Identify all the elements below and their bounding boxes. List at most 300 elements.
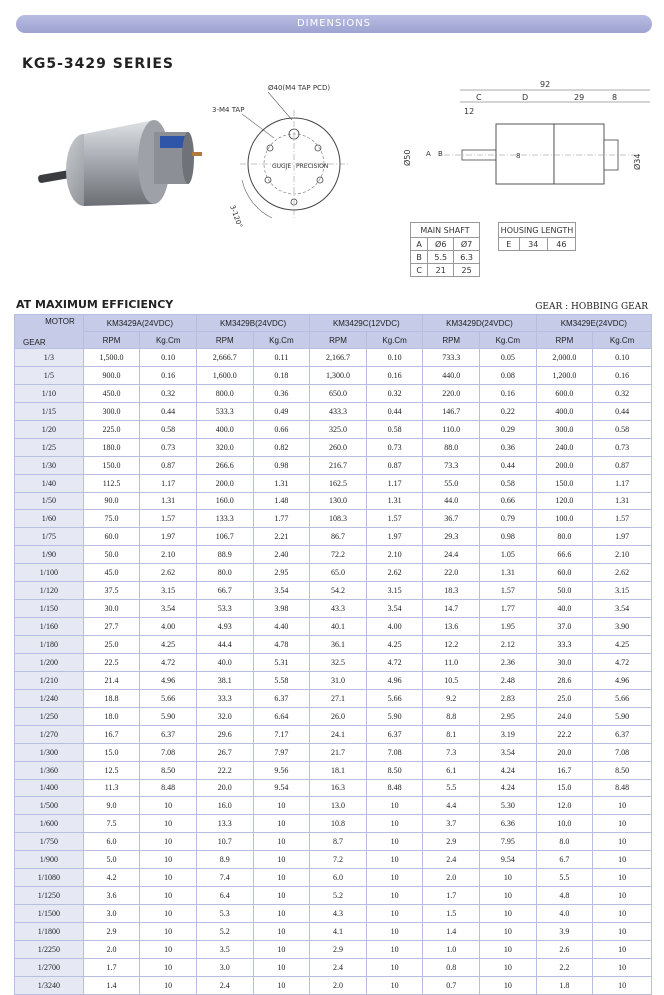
rpm-cell: 50.0 xyxy=(83,546,140,564)
torque-cell: 10 xyxy=(253,797,310,815)
torque-cell: 8.50 xyxy=(140,761,197,779)
rpm-cell: 300.0 xyxy=(536,420,593,438)
torque-cell: 7.95 xyxy=(480,833,537,851)
torque-cell: 8.50 xyxy=(366,761,423,779)
torque-cell: 10 xyxy=(593,940,652,958)
torque-cell: 10 xyxy=(593,869,652,887)
rpm-cell: 90.0 xyxy=(83,492,140,510)
main-shaft-title: MAIN SHAFT xyxy=(411,223,480,238)
logo-text-precision: PRECISION xyxy=(296,163,329,170)
torque-cell: 1.57 xyxy=(140,510,197,528)
rpm-cell: 200.0 xyxy=(196,474,253,492)
torque-cell: 0.73 xyxy=(140,438,197,456)
torque-cell: 2.21 xyxy=(253,528,310,546)
torque-cell: 7.97 xyxy=(253,743,310,761)
torque-cell: 0.44 xyxy=(366,402,423,420)
torque-header: Kg.Cm xyxy=(480,332,537,349)
dim-c: C xyxy=(476,93,482,102)
rpm-cell: 5.5 xyxy=(536,869,593,887)
gear-ratio-cell: 1/210 xyxy=(15,671,84,689)
rpm-cell: 66.6 xyxy=(536,546,593,564)
torque-cell: 3.15 xyxy=(140,582,197,600)
torque-cell: 0.44 xyxy=(140,402,197,420)
rpm-cell: 1.0 xyxy=(423,940,480,958)
gear-ratio-cell: 1/750 xyxy=(15,833,84,851)
rpm-cell: 225.0 xyxy=(83,420,140,438)
dim-d50: Ø50 xyxy=(403,149,412,166)
motor-photo xyxy=(34,112,204,222)
table-row xyxy=(15,671,652,689)
torque-cell: 2.83 xyxy=(480,689,537,707)
table-row xyxy=(15,689,652,707)
torque-cell: 0.44 xyxy=(480,456,537,474)
gear-ratio-cell: 1/10 xyxy=(15,384,84,402)
torque-cell: 10 xyxy=(140,851,197,869)
rpm-cell: 2.2 xyxy=(536,958,593,976)
shaft-cell: 6.3 xyxy=(454,251,480,264)
rpm-cell: 10.8 xyxy=(310,815,367,833)
torque-cell: 10 xyxy=(140,958,197,976)
torque-cell: 1.17 xyxy=(366,474,423,492)
torque-cell: 1.31 xyxy=(593,492,652,510)
torque-cell: 2.62 xyxy=(366,564,423,582)
rpm-cell: 1.5 xyxy=(423,905,480,923)
torque-cell: 6.37 xyxy=(253,689,310,707)
gear-ratio-cell: 1/1800 xyxy=(15,923,84,941)
rpm-cell: 7.5 xyxy=(83,815,140,833)
rpm-cell: 54.2 xyxy=(310,582,367,600)
torque-header: Kg.Cm xyxy=(593,332,652,349)
rpm-cell: 16.3 xyxy=(310,779,367,797)
gear-ratio-cell: 1/20 xyxy=(15,420,84,438)
table-row xyxy=(15,707,652,725)
torque-cell: 10 xyxy=(366,976,423,994)
torque-cell: 5.58 xyxy=(253,671,310,689)
rpm-cell: 6.1 xyxy=(423,761,480,779)
torque-cell: 8.48 xyxy=(140,779,197,797)
torque-cell: 0.10 xyxy=(366,349,423,367)
table-row xyxy=(15,384,652,402)
rpm-cell: 100.0 xyxy=(536,510,593,528)
torque-cell: 10 xyxy=(140,815,197,833)
motor-header-b: KM3429B(24VDC) xyxy=(196,315,309,332)
torque-cell: 10 xyxy=(253,887,310,905)
rpm-cell: 8.8 xyxy=(423,707,480,725)
table-row xyxy=(15,366,652,384)
rpm-cell: 0.8 xyxy=(423,958,480,976)
torque-cell: 4.72 xyxy=(366,653,423,671)
table-row xyxy=(15,905,652,923)
rpm-cell: 60.0 xyxy=(83,528,140,546)
rpm-header: RPM xyxy=(196,332,253,349)
torque-cell: 4.96 xyxy=(140,671,197,689)
rpm-cell: 400.0 xyxy=(196,420,253,438)
table-row xyxy=(15,474,652,492)
housing-title: HOUSING LENGTH xyxy=(499,223,576,238)
rpm-cell: 1.4 xyxy=(83,976,140,994)
torque-cell: 0.58 xyxy=(140,420,197,438)
rpm-cell: 29.3 xyxy=(423,528,480,546)
pcd-label: Ø40(M4 TAP PCD) xyxy=(268,84,331,92)
torque-cell: 10 xyxy=(366,797,423,815)
torque-cell: 6.36 xyxy=(480,815,537,833)
torque-cell: 0.29 xyxy=(480,420,537,438)
torque-cell: 4.72 xyxy=(140,653,197,671)
dim-29: 29 xyxy=(574,93,585,102)
rpm-cell: 40.0 xyxy=(196,653,253,671)
torque-cell: 4.78 xyxy=(253,636,310,654)
torque-cell: 2.10 xyxy=(593,546,652,564)
table-row xyxy=(15,618,652,636)
torque-cell: 5.90 xyxy=(366,707,423,725)
rpm-cell: 106.7 xyxy=(196,528,253,546)
rpm-cell: 1,300.0 xyxy=(310,366,367,384)
torque-cell: 1.57 xyxy=(366,510,423,528)
rpm-cell: 1.7 xyxy=(423,887,480,905)
torque-cell: 0.87 xyxy=(140,456,197,474)
torque-cell: 0.05 xyxy=(480,349,537,367)
rpm-cell: 1.4 xyxy=(423,923,480,941)
main-shaft-table xyxy=(410,222,480,277)
tap-label: 3-M4 TAP xyxy=(212,106,245,114)
torque-cell: 4.25 xyxy=(593,636,652,654)
torque-cell: 5.90 xyxy=(593,707,652,725)
rpm-cell: 40.1 xyxy=(310,618,367,636)
rpm-cell: 4.0 xyxy=(536,905,593,923)
table-row xyxy=(15,636,652,654)
rpm-cell: 2,000.0 xyxy=(536,349,593,367)
rpm-cell: 733.3 xyxy=(423,349,480,367)
torque-cell: 3.54 xyxy=(480,743,537,761)
torque-cell: 10 xyxy=(140,833,197,851)
series-title: KG5-3429 SERIES xyxy=(22,56,175,72)
torque-cell: 10 xyxy=(593,833,652,851)
rpm-cell: 11.3 xyxy=(83,779,140,797)
rpm-cell: 5.3 xyxy=(196,905,253,923)
torque-cell: 10 xyxy=(253,940,310,958)
table-row xyxy=(15,743,652,761)
torque-cell: 0.32 xyxy=(140,384,197,402)
torque-cell: 4.24 xyxy=(480,779,537,797)
rpm-cell: 2.9 xyxy=(310,940,367,958)
rpm-cell: 45.0 xyxy=(83,564,140,582)
rpm-cell: 433.3 xyxy=(310,402,367,420)
rpm-cell: 7.4 xyxy=(196,869,253,887)
rpm-cell: 18.0 xyxy=(83,707,140,725)
table-row xyxy=(15,779,652,797)
torque-cell: 10 xyxy=(593,976,652,994)
rpm-cell: 5.5 xyxy=(423,779,480,797)
torque-cell: 5.90 xyxy=(140,707,197,725)
rpm-cell: 12.2 xyxy=(423,636,480,654)
rpm-cell: 1,500.0 xyxy=(83,349,140,367)
torque-cell: 4.96 xyxy=(366,671,423,689)
torque-cell: 10 xyxy=(366,958,423,976)
gear-ratio-cell: 1/250 xyxy=(15,707,84,725)
torque-cell: 3.19 xyxy=(480,725,537,743)
torque-cell: 10 xyxy=(366,833,423,851)
rpm-cell: 240.0 xyxy=(536,438,593,456)
rpm-cell: 24.0 xyxy=(536,707,593,725)
torque-cell: 2.40 xyxy=(253,546,310,564)
torque-cell: 4.25 xyxy=(140,636,197,654)
rpm-cell: 3.5 xyxy=(196,940,253,958)
dim-8-shaft: 8 xyxy=(516,152,521,160)
torque-cell: 1.31 xyxy=(366,492,423,510)
table-row xyxy=(15,528,652,546)
efficiency-title: AT MAXIMUM EFFICIENCY xyxy=(16,298,174,311)
gear-ratio-cell: 1/25 xyxy=(15,438,84,456)
torque-cell: 5.66 xyxy=(366,689,423,707)
torque-cell: 10 xyxy=(366,887,423,905)
table-row xyxy=(15,600,652,618)
rpm-cell: 33.3 xyxy=(196,689,253,707)
gear-ratio-cell: 1/5 xyxy=(15,366,84,384)
rpm-cell: 24.4 xyxy=(423,546,480,564)
rpm-cell: 44.4 xyxy=(196,636,253,654)
torque-cell: 0.87 xyxy=(366,456,423,474)
rpm-cell: 400.0 xyxy=(536,402,593,420)
rpm-cell: 120.0 xyxy=(536,492,593,510)
torque-cell: 2.36 xyxy=(480,653,537,671)
gear-ratio-cell: 1/600 xyxy=(15,815,84,833)
rpm-cell: 130.0 xyxy=(310,492,367,510)
torque-cell: 7.17 xyxy=(253,725,310,743)
torque-cell: 0.73 xyxy=(366,438,423,456)
torque-cell: 10 xyxy=(253,976,310,994)
torque-cell: 10 xyxy=(253,815,310,833)
gear-ratio-cell: 1/400 xyxy=(15,779,84,797)
table-row xyxy=(15,492,652,510)
torque-cell: 0.22 xyxy=(480,402,537,420)
rpm-cell: 8.0 xyxy=(536,833,593,851)
torque-cell: 6.37 xyxy=(593,725,652,743)
rpm-cell: 160.0 xyxy=(196,492,253,510)
rpm-cell: 75.0 xyxy=(83,510,140,528)
rpm-cell: 25.0 xyxy=(83,636,140,654)
torque-cell: 1.48 xyxy=(253,492,310,510)
gear-ratio-cell: 1/3 xyxy=(15,349,84,367)
logo-text-gugje: GUGJE xyxy=(272,163,292,170)
rpm-cell: 21.7 xyxy=(310,743,367,761)
rpm-cell: 533.3 xyxy=(196,402,253,420)
corner-gear-label: GEAR xyxy=(23,338,46,347)
table-row xyxy=(411,264,480,277)
rpm-cell: 14.7 xyxy=(423,600,480,618)
table-row xyxy=(15,420,652,438)
housing-cell: 46 xyxy=(547,238,575,251)
rpm-cell: 2.4 xyxy=(196,976,253,994)
rpm-cell: 43.3 xyxy=(310,600,367,618)
rpm-cell: 2.9 xyxy=(83,923,140,941)
torque-cell: 10 xyxy=(253,851,310,869)
torque-cell: 2.95 xyxy=(480,707,537,725)
rpm-cell: 86.7 xyxy=(310,528,367,546)
torque-header: Kg.Cm xyxy=(366,332,423,349)
rpm-cell: 3.0 xyxy=(196,958,253,976)
torque-cell: 3.54 xyxy=(593,600,652,618)
rpm-cell: 3.7 xyxy=(423,815,480,833)
rpm-cell: 27.7 xyxy=(83,618,140,636)
torque-cell: 0.98 xyxy=(253,456,310,474)
rpm-cell: 16.0 xyxy=(196,797,253,815)
rpm-cell: 600.0 xyxy=(536,384,593,402)
rpm-cell: 20.0 xyxy=(536,743,593,761)
rpm-cell: 108.3 xyxy=(310,510,367,528)
rpm-cell: 450.0 xyxy=(83,384,140,402)
torque-cell: 10 xyxy=(253,869,310,887)
gear-ratio-cell: 1/1500 xyxy=(15,905,84,923)
torque-cell: 1.31 xyxy=(480,564,537,582)
rpm-cell: 2.0 xyxy=(423,869,480,887)
torque-cell: 10 xyxy=(593,851,652,869)
rpm-cell: 2.4 xyxy=(423,851,480,869)
rpm-cell: 146.7 xyxy=(423,402,480,420)
rpm-cell: 31.0 xyxy=(310,671,367,689)
rpm-cell: 1.8 xyxy=(536,976,593,994)
torque-cell: 0.66 xyxy=(253,420,310,438)
rpm-cell: 220.0 xyxy=(423,384,480,402)
motor-header-d: KM3429D(24VDC) xyxy=(423,315,536,332)
table-row xyxy=(15,653,652,671)
housing-length-table xyxy=(498,222,576,251)
rpm-cell: 13.3 xyxy=(196,815,253,833)
rpm-cell: 32.0 xyxy=(196,707,253,725)
rpm-cell: 266.6 xyxy=(196,456,253,474)
table-row xyxy=(15,940,652,958)
rpm-cell: 2.4 xyxy=(310,958,367,976)
rpm-cell: 2.6 xyxy=(536,940,593,958)
table-row xyxy=(15,349,652,367)
torque-cell: 0.82 xyxy=(253,438,310,456)
rpm-cell: 6.0 xyxy=(83,833,140,851)
dim-d: D xyxy=(522,93,529,102)
torque-cell: 8.48 xyxy=(366,779,423,797)
rpm-cell: 80.0 xyxy=(196,564,253,582)
torque-cell: 5.66 xyxy=(593,689,652,707)
table-row xyxy=(15,402,652,420)
torque-cell: 2.95 xyxy=(253,564,310,582)
rpm-cell: 3.9 xyxy=(536,923,593,941)
torque-cell: 1.31 xyxy=(253,474,310,492)
torque-cell: 2.62 xyxy=(140,564,197,582)
torque-cell: 3.90 xyxy=(593,618,652,636)
torque-cell: 10 xyxy=(366,815,423,833)
torque-cell: 2.12 xyxy=(480,636,537,654)
rpm-cell: 8.7 xyxy=(310,833,367,851)
rpm-cell: 216.7 xyxy=(310,456,367,474)
rpm-cell: 32.5 xyxy=(310,653,367,671)
rpm-cell: 5.0 xyxy=(83,851,140,869)
shaft-cell: 25 xyxy=(454,264,480,277)
torque-cell: 10 xyxy=(593,923,652,941)
rpm-cell: 88.9 xyxy=(196,546,253,564)
gear-ratio-cell: 1/150 xyxy=(15,600,84,618)
torque-cell: 5.66 xyxy=(140,689,197,707)
rpm-cell: 4.1 xyxy=(310,923,367,941)
gear-ratio-cell: 1/90 xyxy=(15,546,84,564)
torque-cell: 0.58 xyxy=(593,420,652,438)
rpm-cell: 300.0 xyxy=(83,402,140,420)
gear-ratio-cell: 1/1080 xyxy=(15,869,84,887)
torque-cell: 10 xyxy=(253,905,310,923)
rpm-cell: 36.1 xyxy=(310,636,367,654)
rpm-cell: 27.1 xyxy=(310,689,367,707)
table-row xyxy=(15,869,652,887)
table-row xyxy=(15,797,652,815)
torque-cell: 0.16 xyxy=(140,366,197,384)
rpm-cell: 8.9 xyxy=(196,851,253,869)
shaft-cell: B xyxy=(411,251,428,264)
gear-ratio-cell: 1/75 xyxy=(15,528,84,546)
table-row xyxy=(15,510,652,528)
torque-cell: 2.62 xyxy=(593,564,652,582)
corner-motor-label: MOTOR xyxy=(45,317,75,326)
torque-cell: 1.17 xyxy=(593,474,652,492)
dim-a: A xyxy=(426,150,431,158)
rpm-cell: 0.7 xyxy=(423,976,480,994)
torque-cell: 4.96 xyxy=(593,671,652,689)
torque-cell: 10 xyxy=(593,887,652,905)
torque-cell: 7.08 xyxy=(593,743,652,761)
gear-note: GEAR : HOBBING GEAR xyxy=(535,302,648,312)
rpm-cell: 9.0 xyxy=(83,797,140,815)
torque-cell: 10 xyxy=(366,940,423,958)
torque-cell: 10 xyxy=(480,976,537,994)
motor-header-c: KM3429C(12VDC) xyxy=(310,315,423,332)
rpm-cell: 13.6 xyxy=(423,618,480,636)
rpm-cell: 4.8 xyxy=(536,887,593,905)
torque-cell: 10 xyxy=(140,797,197,815)
rpm-cell: 29.6 xyxy=(196,725,253,743)
rpm-cell: 9.2 xyxy=(423,689,480,707)
torque-cell: 0.73 xyxy=(593,438,652,456)
torque-cell: 0.87 xyxy=(593,456,652,474)
rpm-cell: 60.0 xyxy=(536,564,593,582)
torque-cell: 4.24 xyxy=(480,761,537,779)
torque-cell: 2.10 xyxy=(140,546,197,564)
rpm-cell: 12.5 xyxy=(83,761,140,779)
rpm-cell: 12.0 xyxy=(536,797,593,815)
rpm-cell: 33.3 xyxy=(536,636,593,654)
rpm-cell: 110.0 xyxy=(423,420,480,438)
torque-cell: 10 xyxy=(140,940,197,958)
rpm-cell: 650.0 xyxy=(310,384,367,402)
rpm-cell: 73.3 xyxy=(423,456,480,474)
rpm-cell: 11.0 xyxy=(423,653,480,671)
gear-ratio-cell: 1/1250 xyxy=(15,887,84,905)
rpm-cell: 65.0 xyxy=(310,564,367,582)
torque-cell: 1.97 xyxy=(593,528,652,546)
rpm-cell: 36.7 xyxy=(423,510,480,528)
rpm-cell: 112.5 xyxy=(83,474,140,492)
torque-cell: 10 xyxy=(253,958,310,976)
torque-cell: 0.18 xyxy=(253,366,310,384)
torque-cell: 3.15 xyxy=(366,582,423,600)
rpm-cell: 18.8 xyxy=(83,689,140,707)
torque-cell: 10 xyxy=(366,905,423,923)
table-row xyxy=(411,238,480,251)
torque-cell: 8.50 xyxy=(593,761,652,779)
table-row xyxy=(15,958,652,976)
rpm-header: RPM xyxy=(310,332,367,349)
torque-cell: 10 xyxy=(480,940,537,958)
shaft-cell: Ø7 xyxy=(454,238,480,251)
rpm-cell: 38.1 xyxy=(196,671,253,689)
rpm-cell: 7.3 xyxy=(423,743,480,761)
rpm-cell: 4.3 xyxy=(310,905,367,923)
gear-ratio-cell: 1/40 xyxy=(15,474,84,492)
